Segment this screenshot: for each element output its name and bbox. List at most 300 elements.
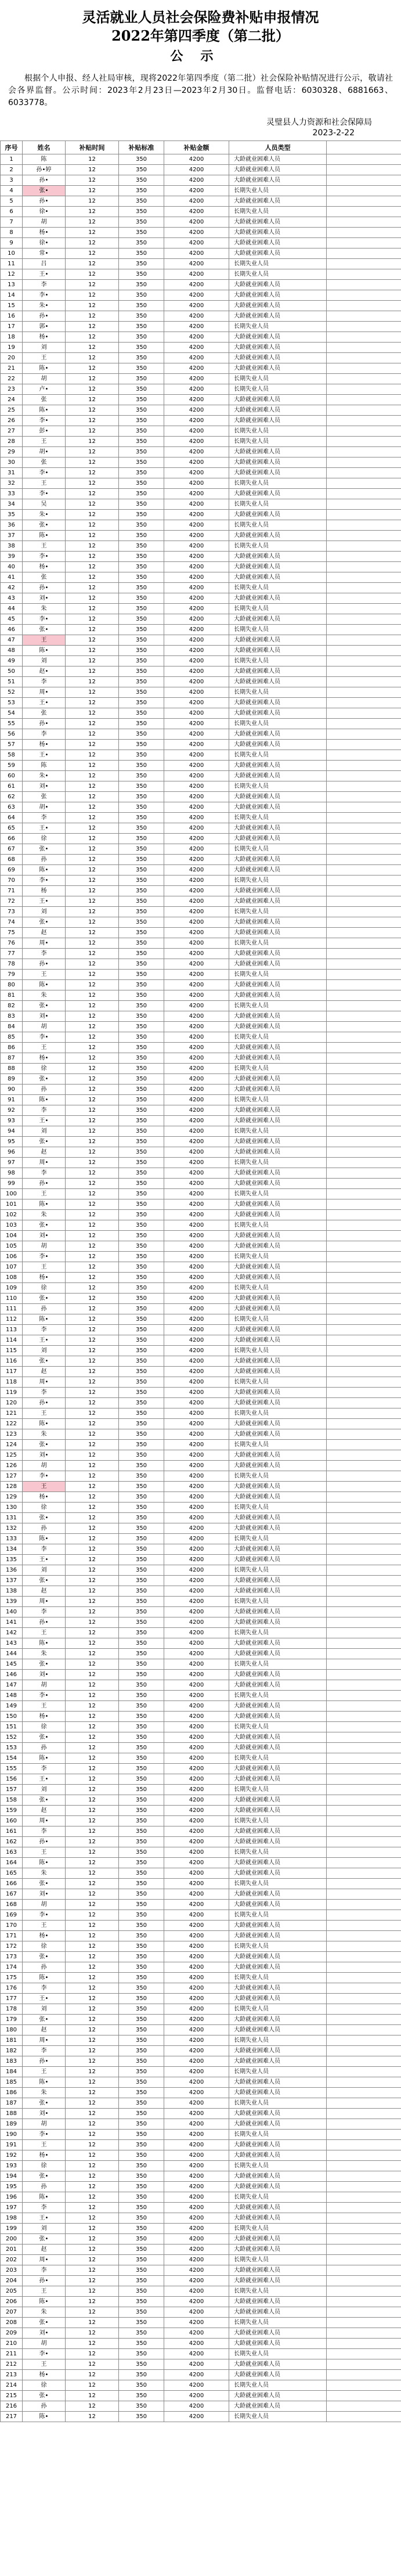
table-row [1,1941,401,1952]
cell-amount: 4200 [164,1503,229,1513]
cell-name: 李 [23,2203,66,2213]
cell-blank [327,478,401,489]
cell-blank [327,708,401,719]
cell-name: 李• [23,489,66,499]
cell-type: 大龄就业困难人员 [229,1931,327,1941]
cell-standard: 350 [119,2391,164,2401]
cell-months: 12 [66,1482,119,1492]
cell-standard: 350 [119,2130,164,2140]
cell-amount: 4200 [164,1283,229,1294]
cell-amount: 4200 [164,1565,229,1576]
cell-index: 65 [1,823,23,834]
cell-name: 杨• [23,1053,66,1064]
table-row [1,1283,401,1294]
cell-blank [327,1858,401,1868]
cell-months: 12 [66,552,119,562]
cell-type: 大龄就业困难人员 [229,228,327,238]
cell-index: 66 [1,834,23,844]
cell-standard: 350 [119,2109,164,2119]
cell-blank [327,886,401,896]
cell-standard: 350 [119,1994,164,2004]
table-row [1,1471,401,1482]
cell-name: 李 [23,1764,66,1774]
cell-index: 36 [1,520,23,531]
cell-standard: 350 [119,1450,164,1461]
cell-name: 李• [23,614,66,625]
cell-amount: 4200 [164,2224,229,2234]
cell-amount: 4200 [164,1597,229,1607]
cell-index: 11 [1,259,23,269]
cell-standard: 350 [119,2056,164,2067]
cell-standard: 350 [119,1503,164,1513]
cell-type: 长期失业人员 [229,1126,327,1137]
cell-index: 116 [1,1356,23,1367]
cell-index: 159 [1,1806,23,1816]
cell-type: 大龄就业困难人员 [229,1304,327,1314]
cell-standard: 350 [119,1712,164,1722]
cell-name: 刘• [23,1231,66,1241]
cell-amount: 4200 [164,2339,229,2349]
table-row [1,1168,401,1179]
cell-index: 104 [1,1231,23,1241]
cell-months: 12 [66,1503,119,1513]
cell-standard: 350 [119,1910,164,1921]
table-row [1,1032,401,1043]
cell-blank [327,2391,401,2401]
cell-blank [327,499,401,510]
cell-months: 12 [66,1314,119,1325]
cell-standard: 350 [119,2380,164,2391]
cell-standard: 350 [119,541,164,552]
cell-type: 长期失业人员 [229,384,327,395]
cell-index: 188 [1,2109,23,2119]
table-row [1,154,401,165]
table-row [1,416,401,426]
cell-months: 12 [66,489,119,499]
cell-index: 121 [1,1408,23,1419]
cell-blank [327,1921,401,1931]
table-row [1,1753,401,1764]
cell-name: 孙• [23,1179,66,1189]
cell-type: 长期失业人员 [229,1471,327,1482]
cell-index: 69 [1,865,23,876]
cell-months: 12 [66,405,119,416]
cell-index: 25 [1,405,23,416]
cell-amount: 4200 [164,677,229,687]
cell-amount: 4200 [164,2056,229,2067]
table-row [1,1921,401,1931]
cell-months: 12 [66,1910,119,1921]
table-row [1,1356,401,1367]
cell-standard: 350 [119,1973,164,1983]
cell-amount: 4200 [164,1064,229,1074]
cell-blank [327,1095,401,1105]
cell-months: 12 [66,1043,119,1053]
cell-standard: 350 [119,1095,164,1105]
cell-blank [327,1440,401,1450]
title-line-1: 灵活就业人员社会保险费补贴申报情况 [82,9,319,26]
cell-months: 12 [66,2171,119,2182]
cell-amount: 4200 [164,1168,229,1179]
cell-name: 周• [23,687,66,698]
cell-name: 周• [23,938,66,949]
cell-standard: 350 [119,499,164,510]
cell-name: 王 [23,970,66,980]
cell-amount: 4200 [164,363,229,374]
cell-months: 12 [66,2140,119,2150]
cell-blank [327,666,401,677]
cell-index: 126 [1,1461,23,1471]
table-row [1,1868,401,1879]
cell-standard: 350 [119,447,164,457]
table-row [1,426,401,437]
table-row [1,531,401,541]
cell-index: 89 [1,1074,23,1085]
cell-blank [327,2088,401,2098]
cell-blank [327,1617,401,1628]
cell-amount: 4200 [164,1367,229,1377]
cell-name: 李• [23,290,66,301]
cell-index: 92 [1,1105,23,1116]
cell-blank [327,1659,401,1670]
table-row [1,2276,401,2286]
cell-blank [327,2234,401,2244]
cell-name: 赵 [23,1367,66,1377]
cell-name: 张• [23,2098,66,2109]
table-row [1,1492,401,1503]
cell-standard: 350 [119,1659,164,1670]
cell-months: 12 [66,2349,119,2359]
cell-index: 154 [1,1753,23,1764]
table-row [1,1053,401,1064]
cell-name: 郭• [23,322,66,332]
cell-standard: 350 [119,1429,164,1440]
table-row [1,1670,401,1680]
table-row [1,2328,401,2339]
table-row [1,1262,401,1273]
cell-type: 长期失业人员 [229,426,327,437]
cell-blank [327,405,401,416]
cell-standard: 350 [119,750,164,761]
cell-months: 12 [66,1053,119,1064]
cell-name: 孙 [23,1743,66,1753]
cell-standard: 350 [119,186,164,196]
cell-amount: 4200 [164,165,229,175]
cell-type: 大龄就业困难人员 [229,2015,327,2025]
cell-months: 12 [66,1785,119,1795]
cell-type: 大龄就业困难人员 [229,1273,327,1283]
cell-standard: 350 [119,1408,164,1419]
cell-months: 12 [66,1753,119,1764]
cell-blank [327,917,401,928]
cell-months: 12 [66,1304,119,1314]
cell-name: 杨• [23,2370,66,2380]
header-blank [327,141,401,154]
cell-months: 12 [66,844,119,855]
cell-blank [327,447,401,457]
cell-standard: 350 [119,1607,164,1617]
cell-amount: 4200 [164,2109,229,2119]
cell-standard: 350 [119,1314,164,1325]
cell-blank [327,2161,401,2171]
cell-type: 大龄就业困难人员 [229,1450,327,1461]
cell-standard: 350 [119,834,164,844]
table-row [1,635,401,646]
cell-index: 182 [1,2046,23,2056]
cell-standard: 350 [119,1785,164,1795]
signature-block [0,117,401,138]
cell-name: 朱• [23,301,66,311]
cell-months: 12 [66,1158,119,1168]
cell-standard: 350 [119,698,164,708]
cell-standard: 350 [119,1043,164,1053]
cell-standard: 350 [119,1304,164,1314]
cell-name: 刘• [23,1889,66,1900]
cell-name: 杨• [23,1492,66,1503]
cell-type: 长期失业人员 [229,2380,327,2391]
cell-index: 123 [1,1429,23,1440]
cell-name: 王• [23,1116,66,1126]
cell-amount: 4200 [164,1900,229,1910]
cell-blank [327,625,401,635]
cell-blank [327,771,401,781]
cell-months: 12 [66,457,119,468]
cell-type: 长期失业人员 [229,2286,327,2297]
cell-name: 孙 [23,855,66,865]
cell-blank [327,1450,401,1461]
cell-amount: 4200 [164,552,229,562]
cell-name: 王 [23,2067,66,2077]
cell-name: 张• [23,1795,66,1806]
cell-amount: 4200 [164,1712,229,1722]
table-row [1,970,401,980]
table-row [1,1638,401,1649]
cell-name: 张• [23,1074,66,1085]
cell-name: 张 [23,572,66,583]
cell-months: 12 [66,625,119,635]
signature-date: 2023-2-22 [312,128,355,138]
cell-blank [327,1398,401,1408]
cell-months: 12 [66,1670,119,1680]
cell-months: 12 [66,1199,119,1210]
cell-standard: 350 [119,1795,164,1806]
cell-index: 131 [1,1513,23,1523]
cell-name: 张• [23,2015,66,2025]
cell-type: 大龄就业困难人员 [229,1419,327,1429]
cell-standard: 350 [119,1241,164,1252]
cell-type: 长期失业人员 [229,2161,327,2171]
cell-months: 12 [66,1774,119,1785]
cell-type: 大龄就业困难人员 [229,1826,327,1837]
table-row [1,2171,401,2182]
cell-name: 赵 [23,2244,66,2255]
cell-blank [327,802,401,813]
cell-type: 大龄就业困难人员 [229,363,327,374]
cell-index: 194 [1,2171,23,2182]
cell-standard: 350 [119,1638,164,1649]
table-row [1,1847,401,1858]
cell-blank [327,1910,401,1921]
cell-standard: 350 [119,729,164,740]
cell-months: 12 [66,2150,119,2161]
cell-standard: 350 [119,2182,164,2192]
cell-standard: 350 [119,1011,164,1022]
cell-index: 213 [1,2370,23,2380]
cell-name: 李 [23,1826,66,1837]
cell-amount: 4200 [164,2412,229,2422]
cell-type: 长期失业人员 [229,1816,327,1826]
cell-index: 22 [1,374,23,384]
table-row [1,1231,401,1241]
cell-months: 12 [66,301,119,311]
table-row [1,562,401,572]
table-row [1,781,401,792]
cell-months: 12 [66,886,119,896]
cell-standard: 350 [119,1649,164,1659]
cell-amount: 4200 [164,259,229,269]
table-row [1,2077,401,2088]
cell-standard: 350 [119,1847,164,1858]
cell-months: 12 [66,2056,119,2067]
cell-blank [327,1534,401,1544]
cell-months: 12 [66,2088,119,2098]
cell-index: 201 [1,2244,23,2255]
cell-name: 孙 [23,1962,66,1973]
cell-blank [327,1241,401,1252]
cell-blank [327,301,401,311]
table-row [1,2349,401,2359]
cell-name: 朱 [23,990,66,1001]
cell-months: 12 [66,1137,119,1147]
cell-amount: 4200 [164,2171,229,2182]
cell-months: 12 [66,2119,119,2130]
cell-index: 107 [1,1262,23,1273]
cell-standard: 350 [119,478,164,489]
cell-amount: 4200 [164,2119,229,2130]
cell-amount: 4200 [164,865,229,876]
cell-name: 徐 [23,834,66,844]
table-row [1,207,401,217]
table-row [1,1513,401,1523]
cell-type: 大龄就业困难人员 [229,917,327,928]
cell-name: 张 [23,395,66,405]
cell-amount: 4200 [164,2192,229,2203]
cell-standard: 350 [119,1858,164,1868]
cell-blank [327,2077,401,2088]
cell-name: 张• [23,2234,66,2244]
cell-type: 大龄就业困难人员 [229,2401,327,2412]
cell-name: 孙• [23,719,66,729]
table-row [1,1220,401,1231]
cell-amount: 4200 [164,604,229,614]
cell-blank [327,1367,401,1377]
cell-standard: 350 [119,2161,164,2171]
cell-blank [327,1732,401,1743]
cell-index: 4 [1,186,23,196]
cell-blank [327,520,401,531]
cell-months: 12 [66,761,119,771]
table-row [1,1482,401,1492]
cell-months: 12 [66,896,119,907]
cell-amount: 4200 [164,499,229,510]
cell-amount: 4200 [164,959,229,970]
cell-standard: 350 [119,938,164,949]
table-row [1,698,401,708]
cell-blank [327,1262,401,1273]
cell-index: 97 [1,1158,23,1168]
cell-months: 12 [66,1074,119,1085]
cell-type: 大龄就业困难人员 [229,855,327,865]
cell-standard: 350 [119,2140,164,2150]
cell-blank [327,1638,401,1649]
cell-amount: 4200 [164,1262,229,1273]
cell-name: 徐 [23,1064,66,1074]
table-row [1,876,401,886]
cell-type: 大龄就业困难人员 [229,1576,327,1586]
cell-type: 大龄就业困难人员 [229,2339,327,2349]
cell-blank [327,426,401,437]
cell-name: 王• [23,823,66,834]
cell-index: 99 [1,1179,23,1189]
cell-standard: 350 [119,1356,164,1367]
cell-index: 140 [1,1607,23,1617]
cell-type: 大龄就业困难人员 [229,1335,327,1346]
cell-blank [327,468,401,478]
cell-index: 7 [1,217,23,228]
cell-type: 大龄就业困难人员 [229,447,327,457]
cell-blank [327,363,401,374]
cell-name: 朱• [23,771,66,781]
table-row [1,1983,401,1994]
cell-type: 大龄就业困难人员 [229,823,327,834]
cell-amount: 4200 [164,813,229,823]
cell-type: 大龄就业困难人员 [229,1858,327,1868]
cell-amount: 4200 [164,395,229,405]
cell-amount: 4200 [164,698,229,708]
cell-name: 王 [23,635,66,646]
cell-blank [327,269,401,280]
cell-months: 12 [66,750,119,761]
cell-name: 徐• [23,207,66,217]
cell-standard: 350 [119,1826,164,1837]
cell-blank [327,2307,401,2318]
cell-blank [327,2276,401,2286]
cell-index: 137 [1,1576,23,1586]
cell-type: 大龄就业困难人员 [229,2119,327,2130]
cell-standard: 350 [119,625,164,635]
cell-type: 长期失业人员 [229,876,327,886]
cell-index: 150 [1,1712,23,1722]
cell-type: 长期失业人员 [229,1001,327,1011]
cell-name: 吕 [23,259,66,269]
cell-index: 147 [1,1680,23,1691]
cell-name: 杨• [23,562,66,572]
cell-name: 孙• [23,1837,66,1847]
table-row [1,2401,401,2412]
cell-amount: 4200 [164,834,229,844]
cell-index: 127 [1,1471,23,1482]
cell-index: 47 [1,635,23,646]
cell-standard: 350 [119,1388,164,1398]
cell-index: 163 [1,1847,23,1858]
cell-standard: 350 [119,1116,164,1126]
cell-name: 卢• [23,384,66,395]
cell-type: 大龄就业困难人员 [229,2203,327,2213]
cell-blank [327,2213,401,2224]
cell-name: 王 [23,1189,66,1199]
cell-standard: 350 [119,552,164,562]
cell-index: 129 [1,1492,23,1503]
